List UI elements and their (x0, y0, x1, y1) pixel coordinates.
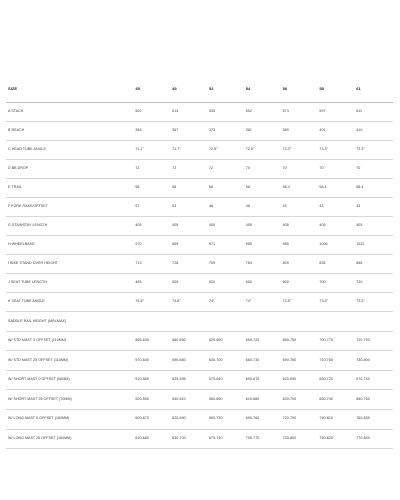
row-value: 760-830 (356, 416, 370, 421)
row-value: 580-650 (208, 396, 223, 401)
row-value: 72.5° (208, 147, 218, 152)
header-size-45: 45 (135, 85, 140, 91)
row-value: 500 (172, 280, 179, 285)
header-size-49: 49 (172, 85, 177, 91)
row-value: 401 (319, 128, 326, 133)
row-value: 590-660 (172, 357, 186, 362)
table-row (6, 103, 393, 122)
row-value: 58.4 (282, 185, 290, 190)
header-size-54: 54 (245, 85, 251, 91)
row-label: C HEAD TUBE ANGLE (8, 147, 46, 152)
table-header-row (6, 75, 393, 103)
row-value: 71.1° (135, 147, 145, 152)
table-row (6, 293, 393, 312)
row-value: 730-800 (356, 357, 370, 362)
row-value: 610-680 (245, 396, 260, 401)
row-value: 71.7° (172, 147, 181, 152)
row-value: 720-790 (282, 416, 297, 421)
row-value: 74° (245, 299, 252, 304)
row-value: 660-730 (208, 416, 223, 421)
table-row (6, 430, 393, 450)
row-label: W/ SHORT MAST 0 OFFSET (60MM) (8, 377, 70, 382)
row-value: 630-700 (208, 357, 223, 362)
row-value: 72 (208, 166, 214, 171)
row-value: 53 (172, 204, 177, 209)
row-value: 58.4 (356, 185, 364, 190)
row-label: W/ STD MAST 25 OFFSET (110MM) (8, 357, 69, 362)
row-label: W/ LONG MAST 25 OFFSET (160MM) (8, 436, 72, 441)
row-value: 57 (135, 204, 140, 209)
row-value: 73.3° (282, 147, 292, 152)
table-row (6, 410, 393, 430)
row-value: 570-640 (208, 377, 223, 382)
row-value: 680-750 (282, 338, 297, 343)
row-value: 570-640 (135, 357, 149, 362)
row-label: H WHEELBASE (8, 242, 35, 247)
row-value: 1006 (319, 242, 328, 247)
row-value: 514 (172, 109, 179, 114)
row-value: 630-700 (282, 396, 297, 401)
row-label: W/ SHORT MAST 25 OFFSET (70MM) (8, 396, 72, 401)
row-value: 574 (282, 109, 289, 114)
row-value: 365 (135, 128, 142, 133)
row-value: 700-770 (319, 338, 333, 343)
header-size-label: SIZE (8, 85, 18, 91)
row-value: 680-750 (356, 396, 370, 401)
table-row (6, 351, 393, 371)
row-label: G STAINSTAY LENGTH (8, 223, 48, 228)
geometry-table (6, 75, 393, 449)
row-value: 985 (245, 242, 252, 247)
row-label: B REACH (8, 128, 25, 133)
row-value: 565-635 (135, 338, 149, 343)
row-value: 650-740 (319, 396, 333, 401)
row-value: 809 (282, 261, 289, 266)
row-value: 520-590 (135, 396, 149, 401)
row-value: 43 (356, 204, 361, 209)
row-value: 835 (319, 261, 326, 266)
row-value: 600 (245, 280, 252, 285)
row-value: 405 (245, 223, 252, 228)
row-value: 43 (319, 204, 324, 209)
row-value: 48 (245, 204, 250, 209)
row-value: 74° (208, 299, 215, 304)
table-row (6, 217, 393, 236)
row-value: 405 (319, 223, 326, 228)
row-value: 868 (356, 261, 363, 266)
row-value: 70 (282, 166, 287, 171)
row-value: 48 (208, 204, 214, 209)
row-value: 73.5° (319, 299, 329, 304)
table-row (6, 141, 393, 160)
row-label: J SEAT TUBE LENGTH (8, 280, 47, 285)
row-value: 730-800 (282, 436, 297, 441)
table-row (6, 236, 393, 255)
row-label: K SEAT TUBE ANGLE (8, 299, 45, 304)
row-label: F FORK RAKE/OFFSET (8, 204, 49, 209)
row-value: 405 (282, 223, 289, 228)
row-value: 405 (172, 223, 179, 228)
row-value: 58 (172, 185, 177, 190)
table-row (6, 179, 393, 198)
row-value: 70 (245, 166, 250, 171)
row-value: 552 (245, 109, 252, 114)
row-value: 580-650 (172, 338, 186, 343)
row-value: 620-690 (208, 338, 223, 343)
row-value: 73.5° (356, 299, 365, 304)
row-value: 600 (282, 280, 289, 285)
row-value: 620-690 (172, 416, 186, 421)
row-value: 969 (172, 242, 179, 247)
table-row (6, 255, 393, 274)
row-value: 535 (208, 109, 216, 114)
row-value: 759 (208, 261, 216, 266)
row-value: 520 (208, 280, 216, 285)
row-value: 405 (208, 223, 216, 228)
row-label: D BB DROP (8, 166, 29, 171)
table-row (6, 390, 393, 410)
row-value: 58 (208, 185, 214, 190)
row-value: 72 (135, 166, 140, 171)
row-value: 75.5° (135, 299, 145, 304)
row-value: 660-730 (245, 357, 260, 362)
row-value: 600-670 (245, 377, 260, 382)
row-value: 465 (135, 280, 142, 285)
table-row (6, 312, 393, 332)
row-value: 73.5° (282, 299, 292, 304)
row-value: 1022 (356, 242, 365, 247)
row-value: 710-780 (319, 357, 333, 362)
row-value: 597 (319, 109, 326, 114)
row-value: 650-720 (245, 338, 260, 343)
row-value: 728 (172, 261, 179, 266)
row-value: 540-610 (172, 396, 186, 401)
row-value: 784 (245, 261, 252, 266)
row-value: 970 (135, 242, 142, 247)
row-value: 70 (319, 166, 324, 171)
row-value: 70 (356, 166, 361, 171)
row-value: 43 (282, 204, 287, 209)
row-value: 74.8° (172, 299, 181, 304)
row-value: 525-595 (172, 377, 186, 382)
row-value: 610-680 (135, 436, 149, 441)
row-value: 620-690 (282, 377, 297, 382)
row-value: 700 (319, 280, 326, 285)
header-size-52: 52 (208, 85, 214, 91)
row-label: W/ LONG MAST 0 OFFSET (160MM) (8, 416, 70, 421)
row-value: 770-840 (356, 436, 370, 441)
row-value: 971 (208, 242, 216, 247)
header-size-61: 61 (356, 85, 361, 91)
row-value: 690-760 (245, 416, 260, 421)
row-value: 373 (208, 128, 216, 133)
table-row (6, 332, 393, 352)
row-value: 58 (135, 185, 140, 190)
row-value: 367 (172, 128, 179, 133)
row-value: 700-770 (245, 436, 260, 441)
row-value: 381 (245, 128, 252, 133)
row-value: 690-760 (282, 357, 297, 362)
row-value: 510-580 (135, 377, 149, 382)
row-value: 985 (282, 242, 289, 247)
table-row (6, 122, 393, 141)
row-value: 72.5° (245, 147, 255, 152)
row-value: 73.3° (319, 147, 329, 152)
header-size-58: 58 (319, 85, 324, 91)
row-value: 389 (282, 128, 289, 133)
row-label: W/ STD MAST 0 OFFSET (110MM) (8, 338, 67, 343)
row-value: 405 (356, 223, 363, 228)
row-label: E TRAIL (8, 185, 22, 190)
row-value: 58 (245, 185, 250, 190)
table-row (6, 198, 393, 217)
row-value: 670-740 (356, 377, 370, 382)
table-row (6, 371, 393, 391)
table-row (6, 160, 393, 179)
row-value: 611 (356, 109, 363, 114)
row-value: 405 (135, 223, 142, 228)
row-value: 502 (135, 109, 142, 114)
row-value: 73.3° (356, 147, 365, 152)
row-value: 740-810 (319, 416, 333, 421)
row-value: 650-720 (319, 377, 333, 382)
row-value: 58.4 (319, 185, 327, 190)
row-value: 630-700 (172, 436, 186, 441)
row-value: 410 (356, 128, 363, 133)
row-label: A STACK (8, 109, 24, 114)
header-size-56: 56 (282, 85, 288, 91)
table-row (6, 274, 393, 293)
row-value: 750-820 (319, 436, 333, 441)
row-value: 600-670 (135, 416, 149, 421)
row-value: 713 (135, 261, 142, 266)
row-value: 670-740 (208, 436, 223, 441)
row-label: SADDLE RAIL HEIGHT (MIN-MAX) (8, 318, 67, 323)
row-value: 720 (356, 280, 363, 285)
row-value: 72 (172, 166, 177, 171)
row-label: I BIKE STAND OVER HEIGHT (8, 261, 59, 266)
row-value: 720-790 (356, 338, 370, 343)
